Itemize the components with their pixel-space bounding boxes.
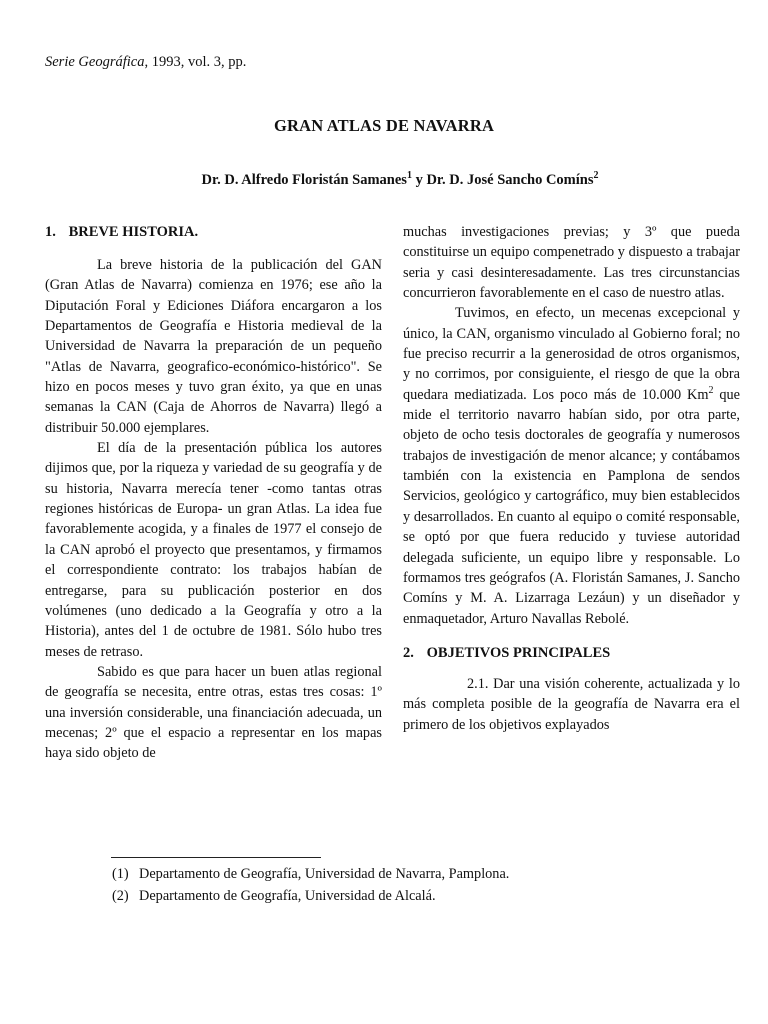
- right-paragraph-2-part-b: que mide el territorio navarro habían sido, por otra parte, objeto de ocho tesis doctorales de geografía y numerosos trabajos de investigación de menor alcance; y contábamos también con la existencia en Pamplona de sendos Servicios, geológico y cartográfico, muy bien establecidos y desarrollados. En cuanto al equipo o comité responsable, se optó por que fuera reducido y tuviese autoridad delegada suficiente, un equipo libre y responsable. Lo formamos tres geógrafos (A. Floristán Samanes, J. Sancho Comíns y M. A. Lizarraga Lezáun) y un diseñador y enmaquetador, Arturo Navallas Rebolé.: [403, 386, 741, 627]
- left-column: [45, 222, 382, 764]
- journal-details: , 1993, vol. 3, pp.: [144, 54, 247, 70]
- right-paragraph-2-part-a: Tuvimos, en efecto, un mecenas excepcional y único, la CAN, organismo vinculado al Gobierno foral; no fue preciso recurrir a la generosidad de otros organismos, y no corrimos, por consiguiente, el riesgo de que la obra quedara mediatizada. Los poco más de 10.000 Km: [403, 305, 740, 403]
- right-paragraph-1: muchas investigaciones previas; y 3º que pueda constituirse un equipo compenetrado y dispuesto a trabajar seria y casi desinteresadamente. Las tres circunstancias concurrieron favorablemente en el caso de nuestro atlas.: [403, 224, 740, 302]
- section-2-number: 2.: [403, 644, 414, 661]
- left-paragraph-3: Sabido es que para hacer un buen atlas regional de geografía se necesita, entre otras, estas tres cosas: 1º una inversión considerable, una financiación adecuada, un mecenas; 2º que el espacio a representar en los mapas haya sido objeto de: [45, 663, 382, 762]
- author-2: Dr. D. José Sancho Comíns: [426, 172, 594, 188]
- footnote-1-text: Departamento de Geografía, Universidad de Navarra, Pamplona.: [139, 866, 510, 882]
- author-1: Dr. D. Alfredo Floristán Samanes: [201, 172, 407, 188]
- right-paragraph-3: 2.1. Dar una visión coherente, actualizada y lo más completa posible de la geografía de Navarra era el primero de los objetivos explayados: [403, 675, 740, 733]
- section-2-heading: [403, 643, 740, 663]
- left-paragraph-2: El día de la presentación pública los autores dijimos que, por la riqueza y variedad de su geografía y de su historia, Navarra merecía tener -como tantas otras regiones históricas de Europa- un gran Atlas. La idea fue favorablemente acogida, y a finales de 1977 el consejo de la CAN aprobó el proyecto que presentamos, y firmamos el correspondiente contrato: los trabajos habían de entregarse, para su publicación posterior en dos volúmenes (uno dedicado a la Geografía y otro a la Historia), antes del 1 de octubre de 1981. Sólo hubo tres meses de retraso.: [45, 440, 382, 660]
- footnote-2-text: Departamento de Geografía, Universidad de Alcalá.: [139, 887, 436, 904]
- author-2-footnote-mark: 2: [593, 170, 599, 181]
- footnotes: [112, 864, 509, 907]
- author-connector: y: [411, 172, 427, 188]
- footnote-separator: [111, 857, 321, 858]
- footnote-2-number: (2): [112, 887, 129, 904]
- right-paragraph-2: [403, 303, 740, 629]
- footnote-1: [112, 864, 509, 886]
- footnote-1-number: (1): [112, 866, 129, 882]
- section-1-number: 1.: [45, 224, 56, 240]
- paper-title: GRAN ATLAS DE NAVARRA: [273, 116, 495, 135]
- section-1-title: BREVE HISTORIA.: [68, 224, 199, 240]
- author-1-footnote-mark: 1: [406, 170, 412, 181]
- section-2-title: OBJETIVOS PRINCIPALES: [426, 644, 611, 661]
- km-squared-superscript: 2: [708, 384, 714, 396]
- footnote-2: [112, 886, 509, 908]
- author-line: [0, 172, 768, 189]
- right-column: [403, 222, 740, 735]
- left-paragraph-1: La breve historia de la publicación del GAN (Gran Atlas de Navarra) comienza en 1976; ese año la Diputación Foral y Ediciones Diáfora encargaron a los Departamentos de Geografía e Historia medieval de la Universidad de Navarra la preparación de un pequeño "Atlas de Navarra, geografico-económico-histórico". Se hizo en pocos meses y tuvo gran éxito, ya que en unas semanas la CAN (Caja de Ahorros de Navarra) llegó a distribuir 50.000 ejemplares.: [45, 257, 382, 436]
- journal-name: Serie Geográfica: [45, 54, 145, 70]
- section-1-heading: [45, 222, 382, 242]
- journal-citation: [45, 54, 246, 71]
